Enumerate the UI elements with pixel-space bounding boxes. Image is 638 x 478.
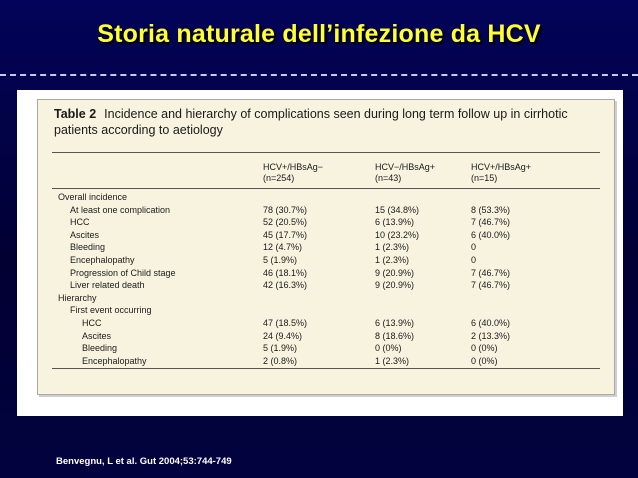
- row-value-col3: 0 (0%): [471, 343, 498, 354]
- row-value-col3: 8 (53.3%): [471, 204, 511, 215]
- row-label: Liver related death: [70, 280, 145, 291]
- column-header-2: [375, 162, 435, 184]
- row-label: Bleeding: [82, 343, 118, 354]
- row-value-col2: 6 (13.9%): [375, 217, 415, 228]
- row-value-col1: 5 (1.9%): [263, 255, 298, 265]
- table-row: [38, 216, 614, 228]
- table-label: Table 2: [54, 107, 97, 121]
- row-label: At least one complication: [70, 204, 171, 215]
- row-value-col2: 0 (0%): [375, 343, 402, 354]
- table-row: [38, 330, 614, 342]
- row-label: Hierarchy: [58, 292, 97, 303]
- row-value-col1: 45 (17.7%): [263, 229, 308, 240]
- row-value-col2: 15 (34.8%): [375, 204, 420, 215]
- column-header-1: [263, 162, 323, 184]
- row-label: Ascites: [70, 229, 100, 240]
- row-value-col2: 8 (18.6%): [375, 330, 415, 341]
- row-value-col1: 24 (9.4%): [263, 330, 303, 341]
- row-value-col3: 7 (46.7%): [471, 267, 511, 278]
- column-header-1-n: (n=254): [263, 173, 295, 183]
- table-header-rule: [52, 188, 600, 189]
- title-divider: [0, 74, 638, 76]
- row-value-col1: 52 (20.5%): [263, 217, 308, 228]
- table-row: [38, 229, 614, 241]
- citation: Benvegnu, L et al. Gut 2004;53:744-749: [56, 456, 232, 467]
- row-value-col2: 6 (13.9%): [375, 318, 415, 328]
- slide-title: Storia naturale dell’infezione da HCV: [97, 20, 541, 48]
- row-value-col2: 1 (2.3%): [375, 242, 410, 253]
- row-label: HCC: [70, 217, 90, 228]
- row-value-col1: 12 (4.7%): [263, 242, 303, 253]
- row-value-col1: 46 (18.1%): [263, 267, 308, 278]
- column-header-2-group: HCV−/HBsAg+: [375, 162, 436, 172]
- table-caption-text: Incidence and hierarchy of complications seen during long term follow up in cirrhotic patients according to aetiology: [54, 107, 568, 137]
- row-value-col3: 6 (40.0%): [471, 229, 511, 240]
- row-value-col3: 7 (46.7%): [471, 280, 511, 291]
- table-row: [38, 204, 614, 216]
- column-header-1-group: HCV+/HBsAg−: [263, 162, 324, 172]
- row-label: Progression of Child stage: [70, 267, 176, 278]
- row-value-col1: 2 (0.8%): [263, 355, 298, 366]
- table-bottom-rule: [52, 368, 600, 369]
- table-row: [38, 355, 614, 367]
- row-value-col1: 47 (18.5%): [263, 318, 308, 328]
- row-value-col1: 78 (30.7%): [263, 204, 308, 215]
- table-top-rule: [52, 152, 600, 153]
- content-panel: [17, 90, 623, 416]
- row-value-col3: 0 (0%): [471, 355, 498, 366]
- table-row: [38, 267, 614, 279]
- row-label: First event occurring: [70, 305, 152, 316]
- row-value-col1: 42 (16.3%): [263, 280, 308, 291]
- row-label: HCC: [82, 318, 102, 328]
- table-row: [38, 254, 614, 266]
- table-row: [38, 241, 614, 253]
- table-row: [38, 191, 614, 203]
- table-row: [38, 304, 614, 316]
- row-label: Bleeding: [70, 242, 106, 253]
- row-value-col3: 6 (40.0%): [471, 318, 511, 328]
- table-caption: [54, 106, 599, 138]
- row-label: Overall incidence: [58, 192, 128, 202]
- row-value-col2: 9 (20.9%): [375, 267, 415, 278]
- table-row: [38, 279, 614, 291]
- table-row: [38, 292, 614, 304]
- table-figure: [37, 99, 615, 395]
- row-value-col2: 1 (2.3%): [375, 255, 410, 265]
- row-value-col3: 7 (46.7%): [471, 217, 511, 228]
- row-value-col3: 2 (13.3%): [471, 330, 511, 341]
- row-value-col1: 5 (1.9%): [263, 343, 298, 354]
- row-label: Ascites: [82, 330, 112, 341]
- column-header-2-n: (n=43): [375, 173, 402, 183]
- table-row: [38, 342, 614, 354]
- row-value-col3: 0: [471, 242, 477, 253]
- row-label: Encephalopathy: [82, 355, 147, 366]
- table-row: [38, 317, 614, 329]
- row-value-col3: 0: [471, 255, 477, 265]
- row-value-col2: 1 (2.3%): [375, 355, 410, 366]
- row-value-col2: 10 (23.2%): [375, 229, 420, 240]
- column-header-3-group: HCV+/HBsAg+: [471, 162, 532, 172]
- column-header-3: [471, 162, 531, 184]
- row-value-col2: 9 (20.9%): [375, 280, 415, 291]
- column-header-3-n: (n=15): [471, 173, 498, 183]
- row-label: Encephalopathy: [70, 255, 135, 265]
